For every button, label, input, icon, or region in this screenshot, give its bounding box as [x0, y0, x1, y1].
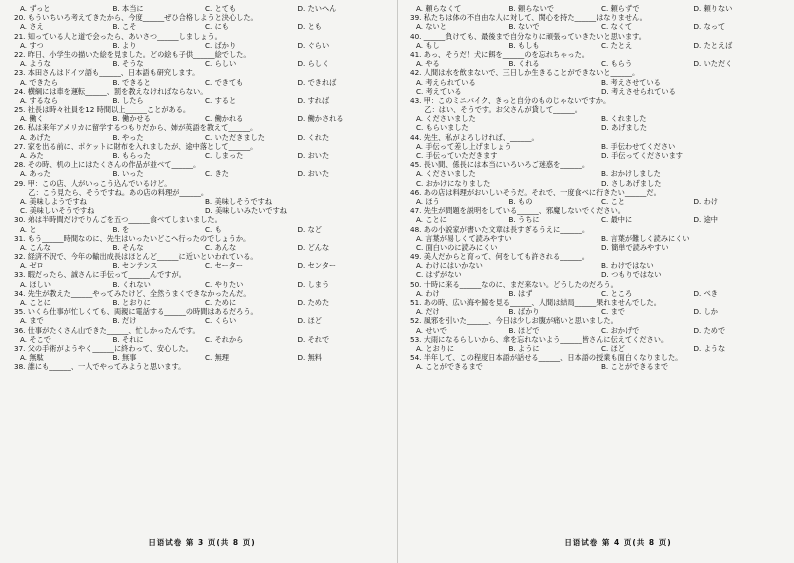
answer-option: B. したら — [112, 95, 144, 105]
answer-option: C. やりたい — [205, 279, 244, 289]
answer-option: B. くれる — [508, 59, 540, 69]
answer-option: A. ことに — [416, 215, 447, 225]
answer-option: D. 無料 — [297, 353, 322, 363]
answer-option: B. やった — [112, 132, 144, 142]
question-text: 22. 昨日、小学生の描いた絵を見ました。どの絵も子供______絵でした。 — [14, 49, 251, 59]
answer-option: C. それから — [205, 334, 244, 344]
answer-options — [410, 243, 786, 252]
answer-option: A. あげた — [20, 132, 51, 142]
answer-option: B. そんな — [112, 242, 144, 252]
question-text: 48. あの小説家が書いた文章は長すぎるうえに______。 — [410, 224, 590, 234]
answer-options — [410, 78, 786, 87]
answer-option: D. 手伝ってくださいます — [601, 151, 683, 160]
question-text: 20. もういちいろ考えてきたから、今度______ぜひ合格しようと決心した。 — [14, 13, 258, 23]
answer-option: A. ほしい — [20, 279, 51, 289]
answer-options — [410, 326, 786, 335]
question-text: 34. 先生が教えた______やってみたけど、全然うまくできなかったんだ。 — [14, 288, 251, 298]
answer-option: A. 手伝って差し上げましょう — [416, 141, 512, 151]
answer-option: B. くれました — [601, 114, 647, 124]
answer-option: C. なくて — [601, 22, 633, 32]
answer-options — [410, 307, 786, 316]
answer-options — [410, 362, 786, 371]
question-text: 35. いくら仕事が忙しくても、両親に電話する______の時間はあるだろう。 — [14, 307, 258, 317]
answer-option: A. わけにはいかない — [416, 261, 483, 271]
answer-option: C. 美味しいそうですね — [20, 206, 95, 216]
answer-option: C. ばかり — [205, 40, 237, 50]
answer-options — [14, 4, 390, 13]
answer-option: A. そこで — [20, 334, 51, 344]
answer-options — [14, 280, 390, 289]
question-text: 27. 家を出る前に、ポケットに財布を入れましたが、途中落として______。 — [14, 141, 258, 151]
answer-option: A. ことができるまで — [416, 362, 483, 372]
answer-options — [14, 243, 390, 252]
answer-option: A. 働く — [20, 114, 44, 124]
answer-option: D. 頼りない — [693, 4, 733, 13]
page-footer: 日语试卷 第 4 页(共 8 页) — [564, 538, 672, 547]
answer-option: D. それで — [297, 334, 330, 344]
answer-options — [410, 179, 786, 188]
answer-option: D. など — [297, 224, 322, 234]
question-text: 51. あの時、広い海や鯨を見る______、人間は結局______果れませんでした。 — [410, 298, 661, 307]
answer-option: C. くらい — [205, 316, 237, 326]
answer-option: A. くださいました — [416, 114, 476, 124]
answer-option: C. きた — [205, 169, 229, 179]
answer-option: D. 簡単で読みやすい — [601, 242, 669, 252]
answer-option: B. こそ — [112, 22, 137, 32]
answer-option: A. できたら — [20, 77, 59, 87]
question-text: 32. 経済不況で、今年の輸出成長はほとんど______に近いといわれている。 — [14, 252, 258, 262]
answer-option: A. 無駄 — [20, 353, 44, 363]
answer-option: B. そうな — [112, 59, 144, 69]
answer-options — [410, 197, 786, 206]
answer-option: B. おかけしました — [601, 169, 661, 179]
answer-options — [14, 22, 390, 31]
answer-option: C. おかけになりました — [416, 178, 491, 188]
answer-option: D. 働かされる — [297, 114, 344, 124]
question-text: 54. 半年して、この程度日本語が話せる______、日本語の授業も面白くなりました。 — [410, 353, 683, 363]
answer-option: A. すつ — [20, 40, 44, 50]
question-text: 47. 先生が問題を説明をしている______、邪魔しないでください。 — [410, 206, 625, 216]
answer-options — [14, 78, 390, 87]
question-text: 39. 私たちは体の不自由な人に対して、関心を持た______はなりません。 — [410, 13, 647, 23]
answer-option: D. おいた — [297, 151, 330, 160]
answer-option: A. ほう — [416, 196, 440, 206]
answer-option: A. ゼロ — [20, 261, 44, 271]
answer-options — [14, 206, 390, 215]
question-text: 24. 横綱には車を運転______、罰を教えなければならない。 — [14, 86, 208, 96]
answer-option: D. ぐらい — [297, 40, 330, 50]
question-list — [14, 4, 390, 372]
answer-option: C. まで — [601, 307, 625, 317]
answer-options — [14, 59, 390, 68]
answer-option: B. いった — [112, 169, 144, 179]
answer-option: C. 無理 — [205, 353, 229, 363]
answer-option: C. ほど — [601, 343, 625, 353]
answer-option: B. ことができるまで — [601, 362, 669, 372]
answer-option: C. にも — [205, 22, 229, 32]
answer-option: A. ような — [20, 59, 51, 69]
answer-option: A. もし — [416, 40, 440, 50]
answer-options — [410, 41, 786, 50]
answer-options — [14, 133, 390, 142]
question-text: 37. 父の手術がようやく______に終わって、安心した。 — [14, 343, 193, 353]
question-text: 40. ______負けても、最後まで自分なりに頑張っていきたいと思います。 — [410, 31, 646, 41]
answer-option: D. どんな — [297, 242, 330, 252]
answer-option: B. より — [112, 40, 137, 50]
answer-option: D. ほど — [297, 316, 322, 326]
exam-page-3 — [14, 4, 390, 552]
answer-options — [410, 270, 786, 279]
answer-option: C. とても — [205, 4, 237, 13]
question-text: 31. もう______時間なのに、先生はいったいどこへ行ったのでしょうか。 — [14, 233, 251, 243]
answer-option: A. こんな — [20, 242, 51, 252]
answer-option: D. 考えさせられている — [601, 86, 676, 96]
answer-options — [410, 169, 786, 178]
answer-option: C. ところ — [601, 288, 633, 298]
answer-option: C. こと — [601, 196, 625, 206]
answer-option: B. うちに — [508, 215, 540, 225]
question-text: 42. 人間は水を飲まないで、三日しか生きることができないと______。 — [410, 68, 640, 78]
answer-option: B. くれない — [112, 279, 151, 289]
answer-option: B. ばかり — [508, 307, 540, 317]
answer-option: A. せいで — [416, 325, 447, 335]
answer-option: D. あげました — [601, 123, 648, 133]
answer-options — [410, 215, 786, 224]
answer-option: B. 本当に — [112, 4, 144, 13]
answer-option: D. つもりではない — [601, 270, 662, 280]
answer-option: A. あった — [20, 169, 51, 179]
answer-option: D. できれば — [297, 77, 337, 87]
question-text: 乙：はい、そうです。お父さんが貸して______。 — [410, 105, 582, 115]
question-text: 23. 本田さんはドイツ語も______、日本語も研究します。 — [14, 68, 200, 78]
answer-options — [14, 96, 390, 105]
question-text: 46. あの店は料理がおいしいそうだ。それで、一度食べに行きたい______だ。 — [410, 187, 661, 197]
answer-option: D. おいた — [297, 169, 330, 179]
question-text: 53. 大雨になるらしいから、傘を忘れないよう______皆さんに伝えてください。 — [410, 334, 669, 344]
answer-options — [14, 316, 390, 325]
question-text: 43. 甲：このミニバイク、きっと自分のものじゃないですか。 — [410, 95, 611, 105]
answer-option: B. 手伝わせてください — [601, 141, 676, 151]
answer-option: B. ないで — [508, 22, 540, 32]
answer-option: A. ないと — [416, 22, 447, 32]
answer-option: C. も — [205, 224, 222, 234]
answer-option: C. ために — [205, 298, 237, 307]
answer-option: D. ためた — [297, 298, 330, 307]
answer-option: B. できると — [112, 77, 151, 87]
answer-option: C. おかげで — [601, 325, 640, 335]
answer-option: C. しまった — [205, 151, 244, 160]
question-text: 25. 社長は時々社員を12 時間以上______ことがある。 — [14, 105, 191, 115]
answer-options — [14, 151, 390, 160]
answer-options — [14, 353, 390, 362]
answer-options — [410, 114, 786, 123]
answer-option: D. しまう — [297, 279, 330, 289]
answer-option: C. いただきました — [205, 132, 265, 142]
answer-option: B. わけではない — [601, 261, 654, 271]
question-text: 45. 長い間、係長には本当にいろいろご迷惑を______。 — [410, 160, 590, 170]
answer-option: D. さしあげました — [601, 178, 662, 188]
answer-option: B. もらった — [112, 151, 151, 160]
answer-option: D. 美味しいみたいですね — [205, 206, 287, 216]
answer-option: B. 無事 — [112, 353, 137, 363]
answer-option: C. もらう — [601, 59, 633, 69]
answer-option: B. ように — [508, 343, 540, 353]
answer-option: C. はずがない — [416, 270, 462, 280]
answer-option: C. 手伝っていただきます — [416, 151, 498, 160]
answer-option: A. と — [20, 224, 37, 234]
answer-option: B. を — [112, 224, 130, 234]
question-text: 乙：こう見たら、そうですね。あの店の料理が______。 — [14, 187, 209, 197]
question-list — [410, 4, 786, 372]
answer-option: C. あんな — [205, 242, 237, 252]
answer-option: C. たとえ — [601, 40, 633, 50]
answer-option: B. 美味しそうですね — [205, 196, 273, 206]
answer-option: A. 言葉が易しくて読みやすい — [416, 233, 512, 243]
answer-option: A. 美味しようですね — [20, 196, 87, 206]
question-text: 38. 誰にも______、一人でやってみようと思います。 — [14, 362, 186, 372]
answer-options — [14, 41, 390, 50]
answer-option: B. とおりに — [112, 298, 151, 307]
answer-option: D. ためで — [693, 325, 726, 335]
answer-option: D. しか — [693, 307, 718, 317]
answer-option: C. すると — [205, 95, 237, 105]
question-text: 33. 暇だったら、誠さんに手伝って______んですが。 — [14, 270, 186, 280]
answer-option: B. はず — [508, 288, 533, 298]
answer-option: C. らしい — [205, 59, 237, 69]
answer-option: A. さえ — [20, 22, 44, 32]
exam-page-4 — [410, 4, 786, 552]
page-divider — [397, 0, 398, 563]
answer-option: B. 働かせる — [112, 114, 151, 124]
answer-option: B. それに — [112, 334, 144, 344]
question-text: 44. 先生、私がよろしければ、______。 — [410, 132, 539, 142]
answer-options — [14, 335, 390, 344]
answer-options — [410, 142, 786, 151]
answer-option: D. べき — [693, 288, 718, 298]
answer-option: B. 頼らないで — [508, 4, 554, 13]
answer-options — [14, 225, 390, 234]
answer-options — [410, 261, 786, 270]
answer-option: C. 考えている — [416, 86, 462, 96]
answer-option: D. なって — [693, 22, 726, 32]
answer-option: A. やる — [416, 59, 440, 69]
answer-option: D. すれば — [297, 95, 330, 105]
question-text: 36. 仕事がたくさん山できた______、忙しかったんです。 — [14, 325, 200, 335]
answer-options — [410, 87, 786, 96]
answer-option: A. まで — [20, 316, 44, 326]
answer-option: B. だけ — [112, 316, 137, 326]
answer-options — [14, 261, 390, 270]
answer-options — [410, 344, 786, 353]
answer-option: A. するなら — [20, 95, 59, 105]
answer-options — [410, 22, 786, 31]
answer-options — [14, 197, 390, 206]
answer-option: B. 言葉が難しく読みにくい — [601, 233, 690, 243]
answer-option: A. みた — [20, 151, 44, 160]
answer-option: D. センター — [297, 261, 337, 271]
answer-option: B. センテンス — [112, 261, 158, 271]
question-text: 30. 弟は半時間だけでりんごを五つ______食べてしまいました。 — [14, 215, 222, 225]
answer-option: C. セーター — [205, 261, 244, 271]
question-text: 52. 風邪を引いた______、今日は少しお腹が痛いと思いました。 — [410, 316, 618, 326]
answer-option: B. 考えさせている — [601, 77, 661, 87]
answer-option: D. 途中 — [693, 215, 718, 225]
answer-option: D. くれた — [297, 132, 330, 142]
answer-option: D. わけ — [693, 196, 718, 206]
answer-option: A. 頼らなくて — [416, 4, 462, 13]
answer-option: D. たとえば — [693, 40, 733, 50]
answer-option: D. いただく — [693, 59, 733, 69]
question-text: 28. その時、机の上にはたくさんの作品が並べて______。 — [14, 160, 201, 170]
answer-options — [410, 123, 786, 132]
answer-option: C. もらいました — [416, 123, 469, 133]
page-footer: 日语试卷 第 3 页(共 8 页) — [148, 538, 256, 547]
answer-option: D. とも — [297, 22, 322, 32]
answer-options — [410, 4, 786, 13]
answer-options — [14, 169, 390, 178]
answer-options — [14, 298, 390, 307]
question-text: 49. 美人だからと育って、何をしても許される______。 — [410, 252, 589, 262]
answer-option: C. 面白いのに読みにくい — [416, 242, 498, 252]
answer-option: A. ことに — [20, 298, 51, 307]
answer-option: C. 最中に — [601, 215, 633, 225]
question-text: 29. 甲：この店、人がいっこう込んでいるけど。 — [14, 178, 172, 188]
answer-options — [410, 234, 786, 243]
answer-option: D. たいへん — [297, 4, 337, 13]
answer-option: A. くださいました — [416, 169, 476, 179]
question-text: 41. あっ、そうだ！犬に餌を______のを忘れちゃった。 — [410, 49, 589, 59]
answer-option: B. もしも — [508, 40, 540, 50]
question-text: 50. 十時に来る______なのに、まだ来ない。どうしたのだろう。 — [410, 279, 618, 289]
answer-option: D. らしく — [297, 59, 330, 69]
answer-option: C. 働かれる — [205, 114, 244, 124]
answer-option: A. とおりに — [416, 343, 455, 353]
answer-options — [410, 289, 786, 298]
answer-option: B. ほどで — [508, 325, 540, 335]
question-text: 26. 私は来年アメリカに留学するつもりだから、姉が英語を教えて______。 — [14, 123, 258, 133]
answer-option: C. できても — [205, 77, 244, 87]
answer-option: A. 考えられている — [416, 77, 476, 87]
answer-option: B. もの — [508, 196, 533, 206]
answer-options — [410, 59, 786, 68]
answer-option: A. ずっと — [20, 4, 51, 13]
answer-option: C. 頼らずで — [601, 4, 640, 13]
answer-options — [14, 114, 390, 123]
answer-option: D. ような — [693, 343, 726, 353]
question-text: 21. 知っている人と道で会ったら、あいさつ______しましょう。 — [14, 31, 222, 41]
answer-option: A. わけ — [416, 288, 440, 298]
answer-options — [410, 151, 786, 160]
answer-option: A. だけ — [416, 307, 440, 317]
